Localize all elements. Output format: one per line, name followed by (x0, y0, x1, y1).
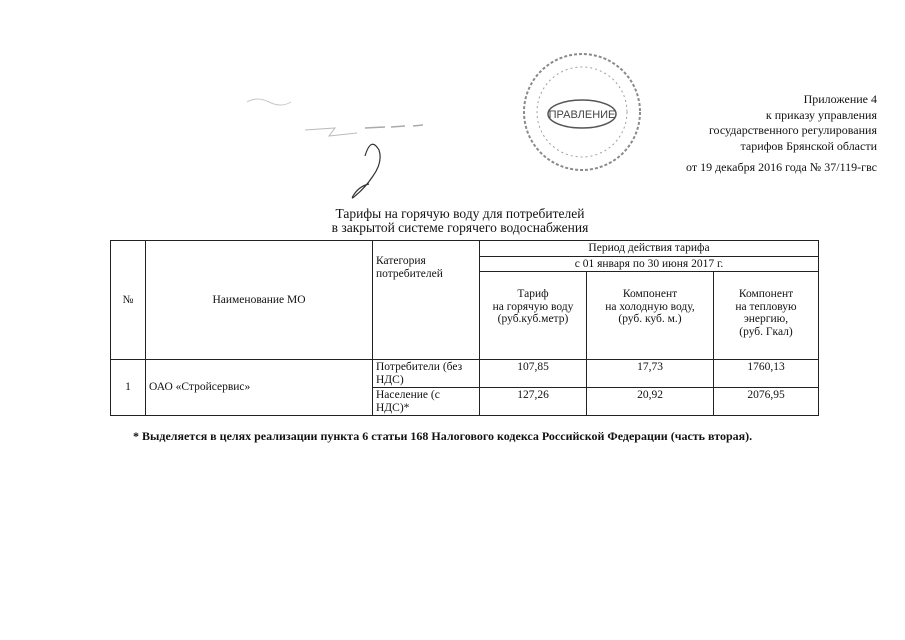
header-tariff-line-3: (руб.куб.метр) (497, 313, 569, 325)
document-header (686, 92, 877, 176)
header-cold-line-2: на холодную воду, (605, 300, 695, 313)
header-heat-line-3: энергию, (743, 313, 789, 325)
signature-marks (245, 92, 505, 202)
header-tariff-line-1: Тариф (517, 288, 549, 300)
row-tariff-value: 127,26 (480, 388, 587, 416)
header-tariff (480, 272, 587, 360)
row-mo-name: ОАО «Стройсервис» (146, 360, 373, 416)
header-period: Период действия тарифа (480, 241, 819, 257)
row-heat-value: 1760,13 (714, 360, 819, 388)
header-cold-line-1: Компонент (622, 288, 678, 300)
header-category: Категория потребителей (373, 241, 480, 360)
title-line-1: Тарифы на горячую воду для потребителей (335, 206, 585, 221)
svg-text:ПРАВЛЕНИЕ: ПРАВЛЕНИЕ (548, 109, 616, 121)
header-line-3: государственного регулирования (708, 123, 877, 137)
header-mo-name: Наименование МО (146, 241, 373, 360)
official-stamp (520, 50, 645, 175)
row-cold-value: 20,92 (587, 388, 714, 416)
footnote: * Выделяется в целях реализации пункта 6 статьи 168 Налогового кодекса Российской Федерации (часть вторая). (133, 429, 753, 443)
header-cold-line-3: (руб. куб. м.) (618, 313, 682, 325)
header-line-2: к приказу управления (765, 107, 877, 122)
document-title (280, 207, 640, 235)
title-line-2: в закрытой системе горячего водоснабжения (331, 220, 589, 235)
row-category: Население (с НДС)* (373, 388, 480, 416)
row-tariff-value: 107,85 (480, 360, 587, 388)
header-heat-component (714, 272, 819, 360)
header-cold-component (587, 272, 714, 360)
header-heat-line-4: (руб. Гкал) (739, 325, 793, 338)
header-line-1: Приложение 4 (803, 92, 877, 106)
header-heat-line-2: на тепловую (735, 300, 797, 313)
table-header-row-1 (111, 241, 819, 257)
header-number: № (111, 241, 146, 360)
header-period-dates: с 01 января по 30 июня 2017 г. (480, 256, 819, 272)
table-row (111, 360, 819, 388)
header-tariff-line-2: на горячую воду (492, 300, 574, 313)
row-cold-value: 17,73 (587, 360, 714, 388)
row-category: Потребители (без НДС) (373, 360, 480, 388)
header-date-line: от 19 декабря 2016 года № 37/119-гвс (685, 160, 877, 174)
header-heat-line-1: Компонент (738, 288, 794, 300)
row-number: 1 (111, 360, 146, 416)
tariff-table (110, 240, 819, 416)
row-heat-value: 2076,95 (714, 388, 819, 416)
header-line-4: тарифов Брянской области (740, 138, 877, 153)
